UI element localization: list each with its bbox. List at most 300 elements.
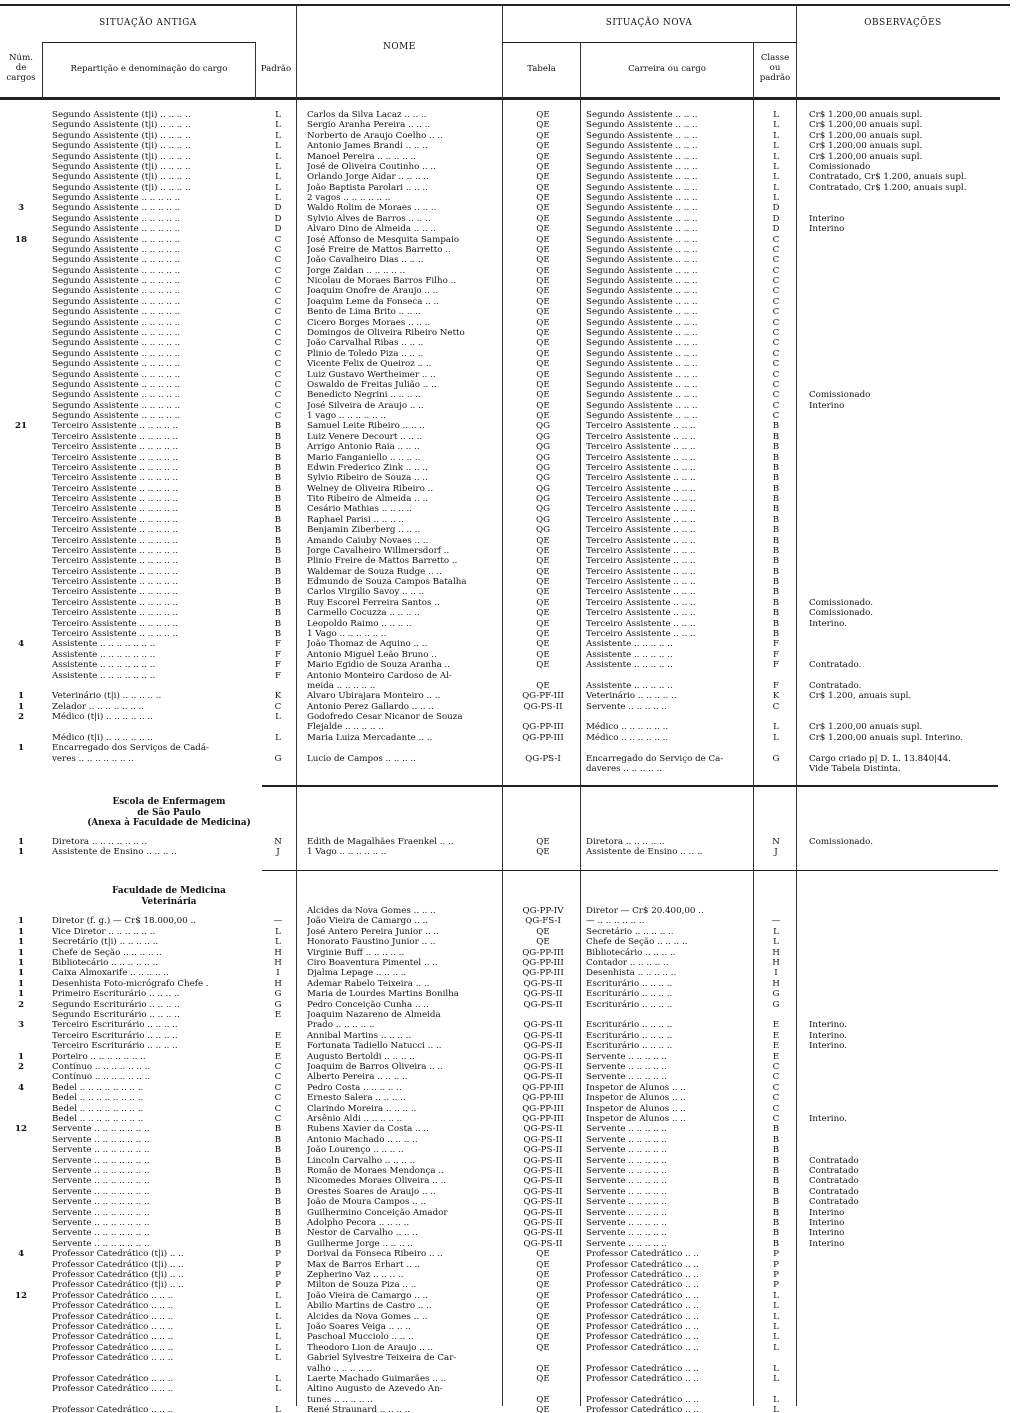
table-row <box>0 141 1016 151</box>
table-row <box>0 587 1016 597</box>
cell-nome: João Vieira de Camargo .. .. <box>307 916 429 927</box>
cell-tabela: QE <box>536 338 550 349</box>
cell-tabela: QE <box>536 847 550 858</box>
cell-carreira: Inspetor de Alunos .. .. <box>586 1093 686 1104</box>
cell-padrao: P <box>275 1259 281 1270</box>
cell-padrao: B <box>274 504 282 515</box>
table-row <box>0 650 1016 660</box>
cell-observacao: Comissionado. <box>809 597 873 608</box>
cell-classe: P <box>773 1280 779 1291</box>
cell-nome: José Antero Pereira Junior .. .. <box>307 926 439 937</box>
cell-cargo: Terceiro Assistente .. .. .. .. .. <box>52 504 179 515</box>
cell-padrao: F <box>274 649 282 660</box>
cell-cargo: Terceiro Assistente .. .. .. .. .. <box>52 462 179 473</box>
cell-cargo: Segundo Assistente (t|i) .. .. .. .. <box>52 182 191 193</box>
cell-nome: Vicente Felix de Queiroz .. .. <box>307 359 432 370</box>
cell-tabela: QG <box>535 431 551 442</box>
cell-tabela: QE <box>536 193 550 204</box>
cell-padrao: B <box>274 597 282 608</box>
cell-cargo: Primeiro Escriturário .. .. .. .. <box>52 989 180 1000</box>
cell-observacao: Interino. <box>809 1041 848 1052</box>
cell-nome: Virginie Buff .. .. .. .. .. <box>307 947 405 958</box>
cell-tabela: QE <box>536 161 550 172</box>
cell-padrao: C <box>274 1103 282 1114</box>
cell-nome: Fortunata Tadiello Natucci .. .. <box>307 1041 442 1052</box>
cell-count: 1 <box>17 837 25 847</box>
cell-nome: Alvaro Dino de Almeida .. .. .. <box>307 224 436 235</box>
cell-tabela: QE <box>536 1249 550 1260</box>
cell-tabela: QG-PS-II <box>523 1041 563 1052</box>
cell-classe: C <box>772 369 780 380</box>
cell-carreira: Terceiro Assistente .. .. .. <box>586 442 696 453</box>
cell-classe: L <box>773 1311 779 1322</box>
section-enfermagem-line-2: de São Paulo <box>137 807 201 818</box>
cell-cargo: Servente .. .. .. .. .. .. .. <box>52 1166 150 1176</box>
cell-nome: Edmundo de Souza Campos Batalha <box>307 577 467 588</box>
table-row <box>0 536 1016 546</box>
cell-nome: Carlos Virgilio Savoy .. .. .. <box>307 587 425 598</box>
table-row <box>0 1332 1016 1342</box>
cell-padrao: C <box>274 1093 282 1104</box>
table-row <box>0 1260 1016 1270</box>
cell-nome: Honorato Faustino Junior .. .. <box>307 937 436 948</box>
cell-carreira: Terceiro Assistente .. .. .. <box>586 566 696 577</box>
cell-cargo: Terceiro Assistente .. .. .. .. .. <box>52 452 179 463</box>
table-row <box>0 1364 1016 1374</box>
cell-nome: José Freire de Mattos Barretto .. <box>307 244 451 255</box>
cell-classe: J <box>774 847 778 858</box>
cell-nome: Lincoln Carvalho .. .. .. .. <box>307 1155 416 1166</box>
cell-tabela: QG-PS-II <box>523 1197 563 1208</box>
cell-carreira: Segundo Assistente .. .. .. <box>586 182 698 193</box>
cell-padrao: L <box>275 120 281 131</box>
cell-carreira: Terceiro Assistente .. .. .. <box>586 473 696 484</box>
cell-cargo: Terceiro Escriturário .. .. .. .. <box>52 1041 178 1052</box>
cell-tabela: QG-PS-II <box>523 1145 563 1156</box>
table-row <box>0 390 1016 400</box>
cell-tabela: QE <box>536 566 550 577</box>
table-row <box>0 162 1016 172</box>
cell-nome: René Straunard .. .. .. .. <box>307 1405 411 1413</box>
cell-padrao: C <box>274 701 282 712</box>
cell-padrao: L <box>275 926 281 937</box>
cell-classe: F <box>772 639 780 650</box>
cell-cargo: Segundo Assistente (t|i) .. .. .. .. <box>52 130 191 141</box>
table-row <box>0 1301 1016 1311</box>
cell-cargo: Servente .. .. .. .. .. .. .. <box>52 1228 150 1239</box>
table-row <box>0 556 1016 566</box>
cell-carreira: Assistente .. .. .. .. .. <box>586 680 673 691</box>
cell-classe: L <box>773 1290 779 1301</box>
cell-nome: Antonio Monteiro Cardoso de Al- <box>307 670 452 681</box>
cell-cargo: Terceiro Assistente .. .. .. .. .. <box>52 629 179 639</box>
cell-carreira: Médico .. .. .. .. .. .. <box>586 732 669 743</box>
cell-cargo: Professor Catedrático .. .. .. <box>52 1311 174 1322</box>
cell-count: 1 <box>17 989 25 1000</box>
cell-carreira: Servente .. .. .. .. .. <box>586 1197 667 1208</box>
cell-carreira: Inspetor de Alunos .. .. <box>586 1114 686 1124</box>
table-row <box>0 1239 1016 1249</box>
cell-classe: L <box>773 151 779 162</box>
cell-classe: C <box>772 307 780 318</box>
cell-padrao: B <box>274 452 282 463</box>
table-row <box>0 1124 1016 1134</box>
cell-carreira: Contador .. .. .. .. .. <box>586 958 669 968</box>
table-row <box>0 432 1016 442</box>
cell-padrao: C <box>274 400 282 411</box>
cell-padrao: B <box>274 556 282 567</box>
cell-padrao: F <box>274 639 282 650</box>
cell-carreira: Bibliotecário .. .. .. .. <box>586 947 676 958</box>
table-row <box>0 110 1016 120</box>
cell-carreira: Segundo Assistente .. .. .. <box>586 400 698 411</box>
cell-count: 1 <box>17 691 25 702</box>
table-row <box>0 203 1016 213</box>
cell-tabela: QE <box>536 535 550 546</box>
cell-cargo: Professor Catedrático .. .. .. <box>52 1301 174 1312</box>
cell-tabela: QG-PP-IV <box>522 906 564 916</box>
table-row <box>0 979 1016 989</box>
table-row <box>0 577 1016 587</box>
table-row <box>0 764 1016 774</box>
cell-cargo: Terceiro Assistente .. .. .. .. .. <box>52 545 179 556</box>
header-carreira: Carreira ou cargo <box>628 64 706 74</box>
cell-tabela: QG <box>535 452 551 463</box>
cell-tabela: QE <box>536 151 550 162</box>
cell-classe: G <box>772 753 780 764</box>
cell-classe: B <box>772 483 780 494</box>
cell-nome: Mario Fanganiello .. .. .. .. <box>307 452 421 463</box>
cell-padrao: P <box>275 1249 281 1260</box>
cell-cargo: Terceiro Assistente .. .. .. .. .. <box>52 597 179 608</box>
cell-classe: F <box>772 660 780 671</box>
cell-nome: Guilherme Jorge .. .. .. .. <box>307 1238 413 1249</box>
cell-cargo: Segundo Assistente .. .. .. .. .. <box>52 286 181 297</box>
cell-cargo: Assistente .. .. .. .. .. .. .. <box>52 670 156 681</box>
table-row <box>0 286 1016 296</box>
cell-cargo: Servente .. .. .. .. .. .. .. <box>52 1207 150 1218</box>
cell-count: 1 <box>17 958 25 968</box>
cell-classe: L <box>773 182 779 193</box>
cell-tabela: QE <box>536 296 550 307</box>
cell-cargo: Professor Catedrático .. .. .. <box>52 1374 174 1384</box>
cell-carreira: Terceiro Assistente .. .. .. <box>586 535 696 546</box>
cell-cargo: Terceiro Assistente .. .. .. .. .. <box>52 514 179 525</box>
cell-classe: L <box>773 110 779 120</box>
cell-nome: Manoel Pereira .. .. .. .. .. <box>307 151 417 162</box>
cell-padrao: C <box>274 1082 282 1093</box>
cell-carreira: Segundo Assistente .. .. .. <box>586 296 698 307</box>
table-row <box>0 1083 1016 1093</box>
cell-nome: 2 vagos .. .. .. .. .. .. <box>307 193 391 204</box>
cell-count: 1 <box>17 701 25 712</box>
cell-tabela: QG-PF-III <box>522 691 564 702</box>
header-padrao: Padrão <box>260 64 292 74</box>
cell-padrao: C <box>274 307 282 318</box>
cell-tabela: QE <box>536 1405 550 1413</box>
cell-carreira: Escriturário .. .. .. .. <box>586 999 673 1010</box>
cell-carreira: Terceiro Assistente .. .. .. <box>586 504 696 515</box>
cell-nome: Cesário Mathias .. .. .. .. <box>307 504 413 515</box>
cell-observacao: Interino <box>809 1218 845 1228</box>
cell-carreira: Diretora .. .. .. .. .. <box>586 837 665 847</box>
cell-carreira: Segundo Assistente .. .. .. <box>586 151 698 162</box>
cell-carreira: Chefe de Seção .. .. .. .. <box>586 937 688 948</box>
cell-padrao: I <box>276 968 280 979</box>
cell-nome: Nicolau de Moraes Barros Filho .. <box>307 276 457 287</box>
cell-tabela: QE <box>536 182 550 193</box>
cell-carreira: Segundo Assistente .. .. .. <box>586 307 698 318</box>
cell-observacao: Interino. <box>809 1114 848 1124</box>
cell-nome: Jorge Cavalheiro Willmersdorf .. <box>307 545 450 556</box>
cell-cargo: Vice Diretor .. .. .. .. .. .. <box>52 926 156 937</box>
cell-padrao: B <box>274 545 282 556</box>
cell-nome: Alvaro Ubirajara Monteiro .. .. <box>307 691 441 702</box>
cell-classe: L <box>773 926 779 937</box>
cell-classe: B <box>772 442 780 453</box>
cell-nome: Pedro Conceição Cunha .. .. <box>307 999 429 1010</box>
table-row <box>0 370 1016 380</box>
cell-padrao: B <box>274 1238 282 1249</box>
table-row <box>0 546 1016 556</box>
cell-padrao: L <box>275 1290 281 1301</box>
table-row <box>0 1020 1016 1030</box>
cell-nome: Edith de Magalhães Fraenkel .. .. <box>307 837 454 847</box>
cell-classe: F <box>772 649 780 660</box>
cell-classe: C <box>772 348 780 359</box>
cell-observacao: Cr$ 1.200, anuais supl. <box>809 691 912 702</box>
cell-carreira: Segundo Assistente .. .. .. <box>586 390 698 401</box>
cell-nome: João Cavalheiro Dias .. .. .. <box>307 255 424 266</box>
cell-carreira: Escriturário .. .. .. .. <box>586 989 673 1000</box>
cell-padrao: B <box>274 629 282 639</box>
cell-cargo: Servente .. .. .. .. .. .. .. <box>52 1176 150 1187</box>
cell-cargo: Servente .. .. .. .. .. .. .. <box>52 1238 150 1249</box>
cell-nome: Annibal Martins .. .. .. .. <box>307 1030 412 1041</box>
cell-tabela: QG-PS-II <box>523 1155 563 1166</box>
cell-carreira: Terceiro Assistente .. .. .. <box>586 431 696 442</box>
section-enfermagem-line-1: Escola de Enfermagem <box>112 797 226 807</box>
cell-tabela: QE <box>536 1311 550 1322</box>
cell-nome: meida .. .. .. .. .. <box>307 680 376 691</box>
cell-tabela: QE <box>536 213 550 224</box>
table-row <box>0 525 1016 535</box>
cell-cargo: Terceiro Assistente .. .. .. .. .. <box>52 431 179 442</box>
cell-carreira: Segundo Assistente .. .. .. <box>586 276 698 287</box>
cell-observacao: Comissionado <box>809 161 871 172</box>
header-sub-rule-right <box>502 42 796 43</box>
cell-classe: B <box>772 597 780 608</box>
cell-padrao: C <box>274 1062 282 1072</box>
cell-observacao: Comissionado <box>809 390 871 401</box>
cell-carreira: Segundo Assistente .. .. .. <box>586 317 698 328</box>
cell-tabela: QE <box>536 680 550 691</box>
table-row <box>0 1343 1016 1353</box>
cell-nome: Nicomedes Moraes Oliveira .. .. <box>307 1176 447 1187</box>
table-row <box>0 847 1016 857</box>
cell-nome: Sylvio Alves de Barros .. .. .. <box>307 213 431 224</box>
table-row <box>0 245 1016 255</box>
cell-padrao: C <box>274 286 282 297</box>
cell-padrao: H <box>274 978 282 989</box>
cell-classe: G <box>772 999 780 1010</box>
cell-classe: B <box>772 1186 780 1197</box>
header-situacao-antiga: SITUAÇÃO ANTIGA <box>99 18 197 28</box>
cell-padrao: C <box>274 411 282 422</box>
cell-nome: Altino Augusto de Azevedo An- <box>307 1384 443 1395</box>
cell-padrao: B <box>274 431 282 442</box>
cell-classe: B <box>772 421 780 432</box>
table-row <box>0 120 1016 130</box>
cell-observacao: Cr$ 1.200,00 anuais supl. <box>809 120 923 131</box>
table-row <box>0 1228 1016 1238</box>
cell-nome: João Carvalhal Ribas .. .. .. <box>307 338 424 349</box>
cell-nome: Ruy Escorel Ferreira Santos .. <box>307 597 440 608</box>
cell-observacao: Interino <box>809 213 845 224</box>
cell-count: 1 <box>17 847 25 858</box>
cell-padrao: B <box>274 483 282 494</box>
cell-cargo: Segundo Assistente .. .. .. .. .. <box>52 390 181 401</box>
cell-padrao: C <box>274 244 282 255</box>
cell-carreira: Servente .. .. .. .. .. <box>586 1166 667 1176</box>
cell-cargo: Segundo Assistente .. .. .. .. .. <box>52 255 181 266</box>
cell-cargo: Segundo Assistente .. .. .. .. .. <box>52 307 181 318</box>
cell-classe: E <box>772 1030 780 1041</box>
cell-cargo: Caixa Almoxarife .. .. .. .. .. <box>52 968 169 979</box>
cell-classe: L <box>773 120 779 131</box>
cell-padrao: C <box>274 327 282 338</box>
cell-padrao: K <box>274 691 282 702</box>
cell-classe: C <box>772 1103 780 1114</box>
cell-tabela: QE <box>536 379 550 390</box>
cell-nome: Leopoldo Raimo .. .. .. .. <box>307 618 412 629</box>
cell-nome: Cicero Borges Moraes .. .. .. <box>307 317 431 328</box>
cell-classe: B <box>772 545 780 556</box>
cell-observacao: Contratado, Cr$ 1.200, anuais supl. <box>809 172 967 183</box>
table-row <box>0 1135 1016 1145</box>
cell-cargo: Segundo Assistente .. .. .. .. .. <box>52 203 181 214</box>
table-row <box>0 1031 1016 1041</box>
cell-observacao: Contratado <box>809 1197 859 1208</box>
cell-padrao: L <box>275 732 281 743</box>
cell-padrao: L <box>275 172 281 183</box>
cell-carreira: Servente .. .. .. .. .. <box>586 1186 667 1197</box>
cell-padrao: C <box>274 1114 282 1124</box>
header-classe-3: padrão <box>759 73 791 83</box>
cell-cargo: Professor Catedrático .. .. .. <box>52 1405 174 1413</box>
cell-cargo: Segundo Assistente .. .. .. .. .. <box>52 327 181 338</box>
table-row <box>0 702 1016 712</box>
cell-cargo: Segundo Assistente (t|i) .. .. .. .. <box>52 172 191 183</box>
table-row <box>0 1052 1016 1062</box>
cell-tabela: QG <box>535 514 551 525</box>
cell-cargo: Segundo Assistente .. .. .. .. .. <box>52 234 181 245</box>
cell-tabela: QE <box>536 587 550 598</box>
cell-cargo: Segundo Assistente .. .. .. .. .. <box>52 369 181 380</box>
cell-tabela: QE <box>536 1259 550 1270</box>
cell-padrao: L <box>275 1374 281 1384</box>
cell-carreira: Segundo Assistente .. .. .. <box>586 141 698 152</box>
cell-padrao: B <box>274 1124 282 1135</box>
cell-cargo: Segundo Assistente .. .. .. .. .. <box>52 244 181 255</box>
cell-nome: João Soares Veiga .. .. .. <box>307 1322 411 1332</box>
header-nome: NOME <box>383 42 416 52</box>
cell-carreira: Escriturário .. .. .. .. <box>586 1020 673 1031</box>
cell-carreira: Professor Catedrático .. .. <box>586 1342 699 1353</box>
cell-nome: Theodoro Lion de Araujo .. .. <box>307 1342 433 1353</box>
cell-cargo: Professor Catedrático (t|i) .. .. <box>52 1249 184 1260</box>
cell-tabela: QE <box>536 203 550 214</box>
cell-carreira: Professor Catedrático .. .. <box>586 1405 699 1413</box>
cell-padrao: B <box>274 1176 282 1187</box>
cell-cargo: Segundo Assistente .. .. .. .. .. <box>52 296 181 307</box>
cell-tabela: QE <box>536 265 550 276</box>
cell-nome: valho .. .. .. .. .. <box>307 1363 373 1374</box>
cell-nome: José Affonso de Mesquita Sampaio <box>307 234 460 245</box>
cell-carreira: Segundo Assistente .. .. .. <box>586 348 698 359</box>
cell-classe: B <box>772 587 780 598</box>
table-row <box>0 1384 1016 1394</box>
cell-nome: Flejalde .. .. .. .. .. <box>307 722 384 733</box>
cell-cargo: Segundo Assistente .. .. .. .. .. <box>52 359 181 370</box>
cell-tabela: QE <box>536 172 550 183</box>
cell-cargo: Servente .. .. .. .. .. .. .. <box>52 1155 150 1166</box>
cell-padrao: C <box>274 369 282 380</box>
table-row <box>0 276 1016 286</box>
cell-classe: L <box>773 172 779 183</box>
cell-observacao: Cr$ 1.200,00 anuais supl. <box>809 130 923 141</box>
cell-carreira: Servente .. .. .. .. .. <box>586 1228 667 1239</box>
cell-tabela: QG-PS-II <box>523 1134 563 1145</box>
cell-tabela: QG-PS-II <box>523 1207 563 1218</box>
cell-padrao: G <box>274 753 282 764</box>
table-row <box>0 1197 1016 1207</box>
cell-nome: Oswaldo de Freitas Julião .. .. <box>307 379 437 390</box>
cell-carreira: Assistente .. .. .. .. .. <box>586 660 673 671</box>
cell-nome: Jorge Zaidan .. .. .. .. .. <box>307 265 406 276</box>
cell-classe: B <box>772 629 780 639</box>
cell-tabela: QE <box>536 224 550 235</box>
cell-carreira: Servente .. .. .. .. .. <box>586 1145 667 1156</box>
cell-padrao: — <box>273 916 283 927</box>
cell-tabela: QE <box>536 926 550 937</box>
cell-padrao: B <box>274 514 282 525</box>
cell-classe: B <box>772 577 780 588</box>
cell-padrao: B <box>274 587 282 598</box>
header-sub-rule-left <box>42 42 255 43</box>
cell-nome: Milton de Souza Piza .. .. <box>307 1280 417 1291</box>
cell-tabela: QG <box>535 442 551 453</box>
cell-tabela: QE <box>536 141 550 152</box>
cell-padrao: G <box>274 989 282 1000</box>
cell-tabela: QG-PS-II <box>523 701 563 712</box>
cell-tabela: QG-PS-II <box>523 999 563 1010</box>
cell-padrao: C <box>274 317 282 328</box>
cell-classe: C <box>772 1072 780 1083</box>
cell-classe: C <box>772 390 780 401</box>
cell-tabela: QE <box>536 234 550 245</box>
table-row <box>0 224 1016 234</box>
cell-tabela: QG-PP-III <box>522 947 564 958</box>
cell-cargo: Desenhista Foto-micrógrafo Chefe . <box>52 978 209 989</box>
cell-nome: João Lourenço .. .. .. .. <box>307 1145 404 1156</box>
cell-carreira: Diretor — Cr$ 20.400,00 .. <box>586 906 704 916</box>
section-title-veterinaria <box>44 886 294 907</box>
cell-nome: João Vieira de Camargo .. .. <box>307 1290 429 1301</box>
cell-padrao: L <box>275 1384 281 1395</box>
cell-classe: P <box>773 1259 779 1270</box>
cell-nome: Paschoal Mucciolo .. .. .. <box>307 1332 414 1343</box>
